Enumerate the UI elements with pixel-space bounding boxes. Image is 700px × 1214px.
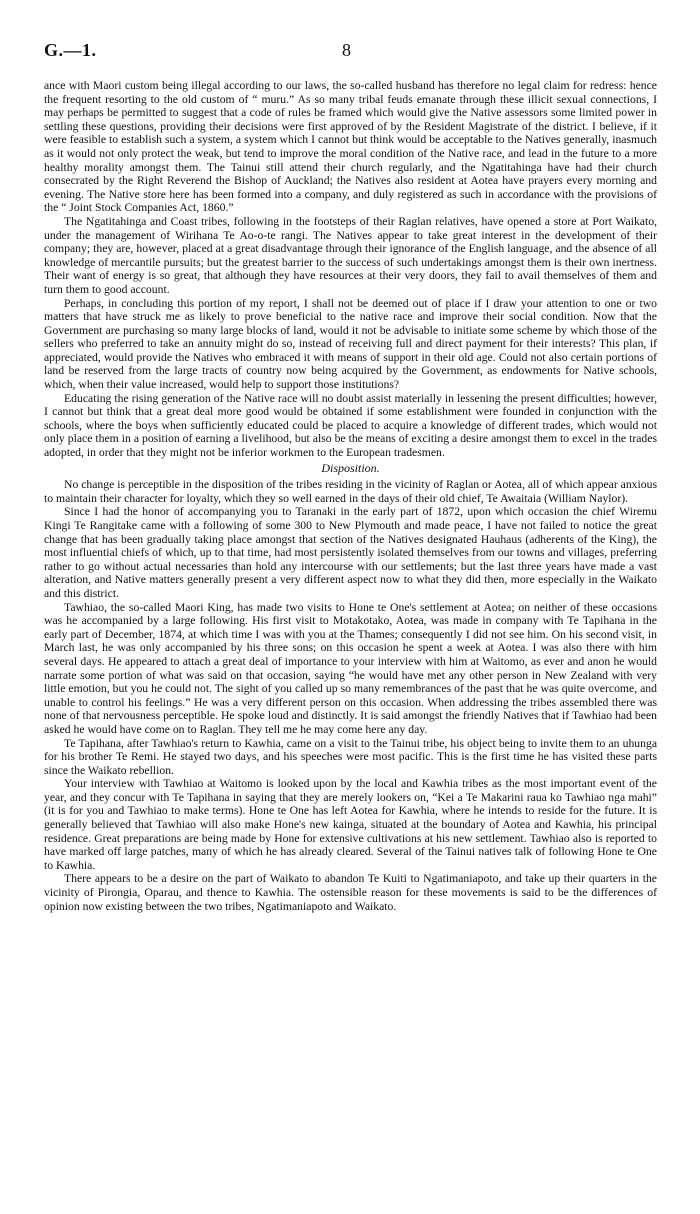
paragraph: Educating the rising generation of the Native race will no doubt assist materially in lessening the present difficulties; however, I cannot but think that a great deal more good would be obtained if some establishment were founded in conjunction with the schools, where the boys when sufficiently educated could be placed to acquire a knowledge of different trades, which would not only place them in a position of earning a livelihood, but also be the means of exciting a desire amongst them to excel in the trades adopted, in order that they might not be inferior workmen to the European tradesmen. — [44, 391, 657, 460]
page-number: 8 — [342, 40, 351, 60]
paragraph: Te Tapihana, after Tawhiao's return to Kawhia, came on a visit to the Tainui tribe, his object being to invite them to an uhunga for his brother Te Remi. He stayed two days, and his speeches were most pacific. This is the first time he has visited these parts since the Waikato rebellion. — [44, 736, 657, 777]
paragraph: Your interview with Tawhiao at Waitomo is looked upon by the local and Kawhia tribes as the most important event of the year, and they concur with Te Tapihana in saying that they are merely lookers on, “Kei a Te Makarini raua ko Tawhiao nga mahi” (it is for you and Tawhiao to make terms). Hone te One has left Aotea for Kawhia, where he intends to reside for the future. It is generally believed that Tawhiao will also make Hone's new kainga, situated at the boundary of Aotea and Kawhia, his principal residence. Great preparations are being made by Hone for extensive cultivations at his new settlement. Tawhiao also is reported to have marked off large patches, many of which he has already cleared. Several of the Tainui natives talk of following Hone te One to Kawhia. — [44, 777, 657, 872]
paragraph: No change is perceptible in the disposition of the tribes residing in the vicinity of Raglan or Aotea, all of which appear anxious to maintain their character for loyalty, which they so well earned in the days of their old chief, Te Awaitaia (William Naylor). — [44, 478, 657, 505]
document-reference: G.—1. — [44, 40, 97, 60]
paragraph: ance with Maori custom being illegal according to our laws, the so-called husband has therefore no legal claim for redress: hence the frequent resorting to the old custom of “ muru.” As so many tribal feuds emanate through these illicit sexual connections, I may perhaps be permitted to suggest that a code of rules be framed which would give the Native assessors some limited power in settling these questions, providing their decisions were first approved of by the Resident Magistrate of the district. I believe, if it were feasible to establish such a system, a system which I cannot but think would be acceptable to the Natives generally, inasmuch as it would not only protect the weak, but tend to improve the moral condition of the Native race, and lead in the future to a more healthy morality amongst them. The Tainui still attend their church regularly, and the Ngatitahinga have had their church consecrated by the Right Reverend the Bishop of Auckland; the Natives also resident at Aotea have prayers every morning and evening. The Native store here has been formed into a company, and duly registered as such in accordance with the provisions of the “ Joint Stock Companies Act, 1860.” — [44, 79, 657, 215]
paragraph: The Ngatitahinga and Coast tribes, following in the footsteps of their Raglan relatives, have opened a store at Port Waikato, under the management of Wirihana Te Ao-o-te rangi. The Natives appear to take great interest in the development of their company; they are, however, placed at a great disadvantage through their ignorance of the English language, and the absence of all knowledge of mercantile pursuits; but the greatest barrier to the success of such undertakings amongst them is their own inertness. Their want of energy is so great, that although they have resources at their very doors, they fail to avail themselves of them and turn them to good account. — [44, 214, 657, 296]
report-body — [44, 79, 657, 913]
paragraph: There appears to be a desire on the part of Waikato to abandon Te Kuiti to Ngatimaniapoto, and take up their quarters in the vicinity of Pirongia, Oparau, and thence to Kawhia. The ostensible reason for these movements is said to be the differences of opinion now existing between the two tribes, Ngatimaniapoto and Waikato. — [44, 872, 657, 913]
paragraph: Since I had the honor of accompanying you to Taranaki in the early part of 1872, upon which occasion the chief Wiremu Kingi Te Rangitake came with a following of some 300 to New Plymouth and made peace, I have not failed to notice the great change that has been gradually taking place amongst that section of the Natives designated Hauhaus (adherents of the King), the most influential chiefs of which, up to that time, had most persistently isolated themselves from our towns and villages, preferring rather to go without actual necessaries than hold any intercourse with our settlements; but the last three years have made a vast alteration, and Native matters generally present a very different aspect now to what they did then, more especially in the Waikato and this district. — [44, 505, 657, 600]
section-heading: Disposition. — [321, 460, 380, 475]
page-header — [44, 40, 660, 64]
paragraph: Perhaps, in concluding this portion of my report, I shall not be deemed out of place if I draw your attention to one or two matters that have struck me as likely to prove beneficial to the native race and improve their social condition. Now that the Government are purchasing so many large blocks of land, would it not be advisable to initiate some scheme by which those of the sellers who preferred to take an annuity might do so, instead of receiving full and direct payment for their interests? This plan, if appreciated, would provide the Natives who embraced it with means of support in their old age. Could not also certain portions of land be reserved from the large tracts of country now being acquired by the Government, as endowments for Native schools, which, when their value increased, would help to support those institutions? — [44, 296, 657, 392]
paragraph: Tawhiao, the so-called Maori King, has made two visits to Hone te One's settlement at Aotea; on neither of these occasions was he accompanied by a large following. His first visit to Motakotako, Aotea, was made in company with Te Tapihana in the early part of December, 1874, at which time I was with you at the Thames; consequently I did not see him. On his second visit, in March last, he was only accompanied by his three sons; on this occasion he spent a week at Aotea. I was also there with him several days. He appeared to attach a great deal of importance to your interview with him at Waitomo, as ever and anon he would narrate some portion of what was said on that occasion, saying “he would have met any other person in New Zealand with very little emotion, but you he could not. The sight of you called up so many remembrances of the past that he was quite overcome, and unable to control his feelings.” He was a very different person on this occasion. When addressing the tribes assembled there was none of that nervousness perceptible. He spoke loud and distinctly. It is said amongst the friendly Natives that if Tawhiao had been asked he would have come on to Raglan. They tell me he may come here any day. — [44, 600, 657, 736]
